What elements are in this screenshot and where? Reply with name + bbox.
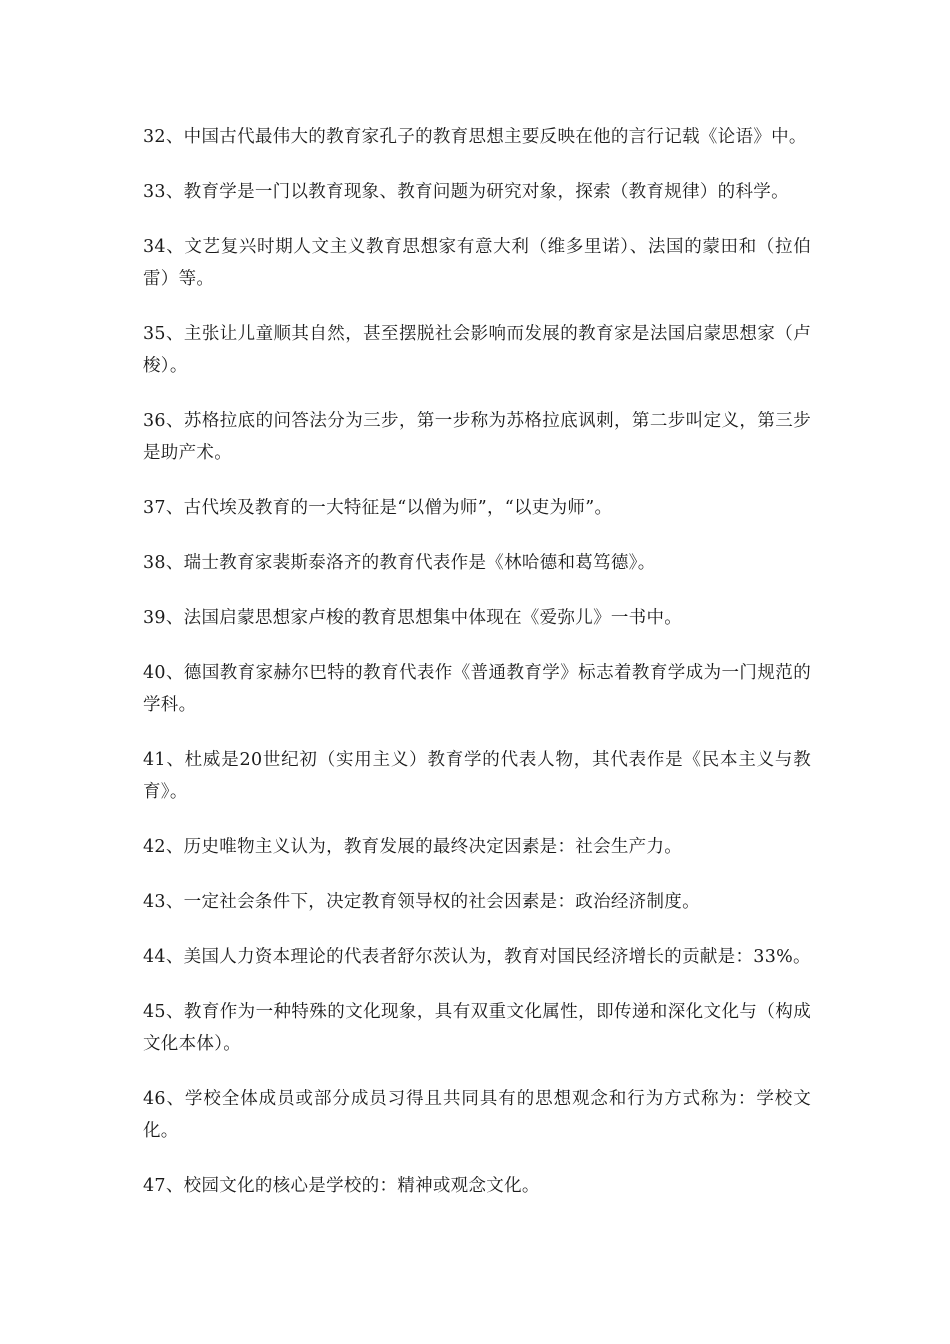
- list-item: 45、教育作为一种特殊的文化现象，具有双重文化属性，即传递和深化文化与（构成文化本体）。: [143, 1002, 811, 1054]
- list-item: 44、美国人力资本理论的代表者舒尔茨认为，教育对国民经济增长的贡献是：33%。: [143, 947, 811, 967]
- list-item: 39、法国启蒙思想家卢梭的教育思想集中体现在《爱弥儿》一书中。: [143, 608, 683, 628]
- question-list: [143, 121, 811, 1225]
- list-item: 37、古代埃及教育的一大特征是“以僧为师”，“以吏为师”。: [143, 498, 613, 518]
- list-item: 40、德国教育家赫尔巴特的教育代表作《普通教育学》标志着教育学成为一门规范的学科。: [143, 663, 811, 715]
- list-item: 47、校园文化的核心是学校的：精神或观念文化。: [143, 1176, 540, 1196]
- list-item: 36、苏格拉底的问答法分为三步，第一步称为苏格拉底讽刺，第二步叫定义，第三步是助产术。: [143, 411, 811, 463]
- list-item: 38、瑞士教育家裴斯泰洛齐的教育代表作是《林哈德和葛笃德》。: [143, 553, 656, 573]
- list-item: 46、学校全体成员或部分成员习得且共同具有的思想观念和行为方式称为：学校文化。: [143, 1089, 811, 1141]
- list-item: 35、主张让儿童顺其自然，甚至摆脱社会影响而发展的教育家是法国启蒙思想家（卢梭）。: [143, 324, 811, 376]
- list-item: 41、杜威是20世纪初（实用主义）教育学的代表人物，其代表作是《民本主义与教育》。: [143, 750, 811, 802]
- list-item: 33、教育学是一门以教育现象、教育问题为研究对象，探索（教育规律）的科学。: [143, 182, 789, 202]
- list-item: 43、一定社会条件下，决定教育领导权的社会因素是：政治经济制度。: [143, 892, 700, 912]
- list-item: 42、历史唯物主义认为，教育发展的最终决定因素是：社会生产力。: [143, 837, 683, 857]
- list-item: 32、中国古代最伟大的教育家孔子的教育思想主要反映在他的言行记载《论语》中。: [143, 127, 807, 147]
- list-item: 34、文艺复兴时期人文主义教育思想家有意大利（维多里诺）、法国的蒙田和（拉伯雷）等。: [143, 237, 811, 289]
